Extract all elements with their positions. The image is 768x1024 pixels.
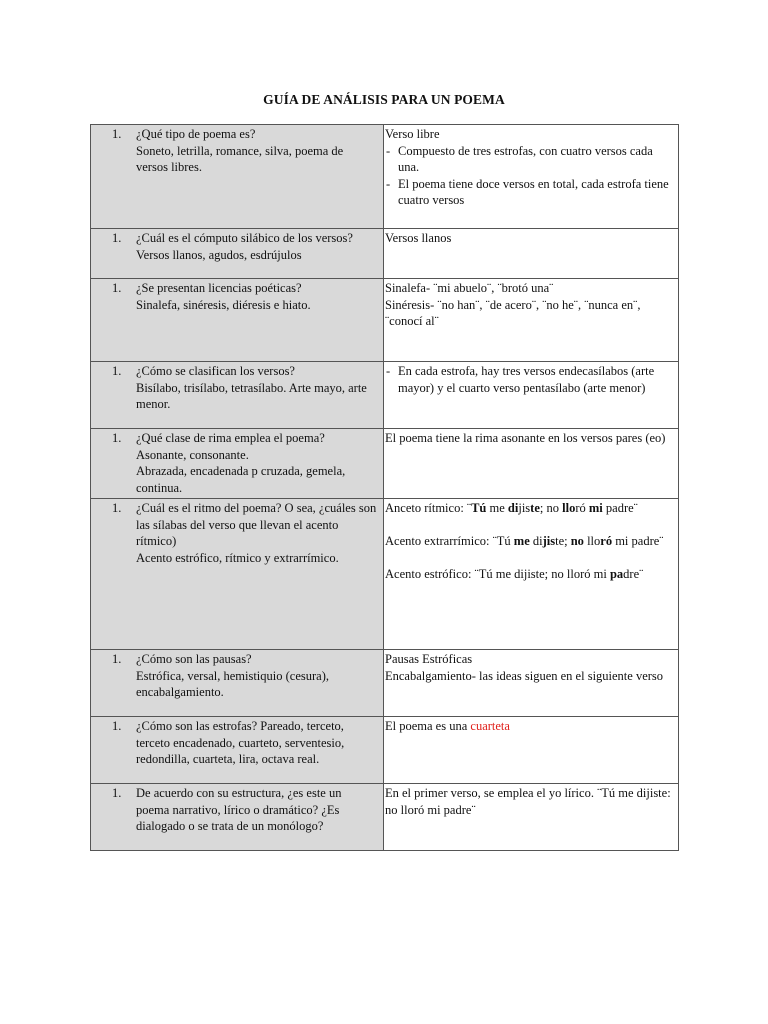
stressed-syllable: mi bbox=[588, 501, 603, 515]
question-number: 1. bbox=[112, 719, 122, 733]
question-text: ¿Cuál es el ritmo del poema? O sea, ¿cuáles son las sílabas del verso que llevan el acento rítmico) bbox=[136, 501, 377, 548]
document-title: GUÍA DE ANÁLISIS PARA UN POEMA bbox=[263, 92, 505, 107]
question-options: Bisílabo, trisílabo, tetrasílabo. Arte mayo, arte menor. bbox=[136, 380, 367, 411]
answer-text: El poema tiene la rima asonante en los versos pares (eo) bbox=[385, 431, 666, 445]
answer-text: Pausas Estróficas bbox=[385, 652, 473, 666]
stressed-syllable: di bbox=[507, 501, 519, 515]
table-row bbox=[91, 499, 679, 650]
question-text: ¿Cuál es el cómputo silábico de los versos? bbox=[136, 231, 353, 245]
question-cell bbox=[91, 362, 384, 429]
stressed-syllable: Tú bbox=[471, 501, 487, 515]
stressed-syllable: jis bbox=[542, 534, 556, 548]
rhythm-line bbox=[385, 566, 676, 583]
rhythm-segment: di bbox=[529, 534, 543, 548]
question-options: Soneto, letrilla, romance, silva, poema de versos libres. bbox=[136, 143, 344, 174]
answer-text: Versos llanos bbox=[385, 231, 452, 245]
answer-cell bbox=[384, 784, 679, 851]
analysis-table bbox=[90, 124, 679, 851]
stressed-syllable: ró bbox=[600, 534, 613, 548]
answer-cell bbox=[384, 229, 679, 279]
question-options: Versos llanos, agudos, esdrújulos bbox=[136, 247, 302, 262]
rhythm-line bbox=[385, 500, 676, 517]
bullet-text: En cada estrofa, hay tres versos endecasílabos (arte mayor) y el cuarto verso pentasílabo (arte menor) bbox=[398, 364, 655, 395]
bullet-text: Compuesto de tres estrofas, con cuatro versos cada una. bbox=[398, 143, 653, 174]
question-options: Sinalefa, sinéresis, diéresis e hiato. bbox=[136, 297, 311, 312]
rhythm-segment: llo bbox=[583, 534, 601, 548]
answer-cell bbox=[384, 125, 679, 229]
question-number: 1. bbox=[112, 501, 122, 515]
table-row bbox=[91, 650, 679, 717]
question-number: 1. bbox=[112, 431, 122, 445]
stressed-syllable: te bbox=[530, 501, 540, 515]
line-gap bbox=[385, 517, 676, 534]
question-cell bbox=[91, 717, 384, 784]
question-text: De acuerdo con su estructura, ¿es este un poema narrativo, lírico o dramático? ¿Es dialogado o se trata de un monólogo? bbox=[136, 786, 342, 833]
rhythm-segment: ; no bbox=[539, 501, 563, 515]
question-options: Abrazada, encadenada p cruzada, gemela, continua. bbox=[136, 464, 346, 495]
rhythm-segment: te; bbox=[555, 534, 571, 548]
rhythm-segment: me bbox=[486, 501, 508, 515]
question-options: Asonante, consonante. bbox=[136, 447, 249, 462]
answer-cell bbox=[384, 717, 679, 784]
answer-text bbox=[385, 718, 676, 735]
bullet-dash: - bbox=[386, 176, 391, 191]
question-cell bbox=[91, 784, 384, 851]
question-text: ¿Cómo son las pausas? bbox=[136, 652, 252, 666]
rhythm-segment: mi padre¨ bbox=[612, 534, 664, 548]
answer-prefix: El poema es una bbox=[385, 719, 471, 733]
answer-text: Encabalgamiento- las ideas siguen en el siguiente verso bbox=[385, 668, 664, 683]
question-number: 1. bbox=[112, 231, 122, 245]
question-options: Acento estrófico, rítmico y extrarrímico. bbox=[136, 550, 339, 565]
question-number: 1. bbox=[112, 786, 122, 800]
answer-text: Sinéresis- ¨no han¨, ¨de acero¨, ¨no he¨, ¨nunca en¨, ¨conocí al¨ bbox=[385, 297, 641, 328]
question-text: ¿Cómo se clasifican los versos? bbox=[136, 364, 295, 378]
bullet-dash: - bbox=[386, 364, 391, 378]
table-row bbox=[91, 229, 679, 279]
stressed-syllable: pa bbox=[609, 567, 624, 581]
rhythm-segment: padre¨ bbox=[602, 501, 638, 515]
rhythm-segment: dre¨ bbox=[623, 567, 644, 581]
stressed-syllable: llo bbox=[562, 501, 576, 515]
answer-cell bbox=[384, 650, 679, 717]
rhythm-segment: ró bbox=[575, 501, 589, 515]
question-options: Estrófica, versal, hemistiquio (cesura), encabalgamiento. bbox=[136, 668, 329, 699]
table-row bbox=[91, 279, 679, 362]
question-cell bbox=[91, 429, 384, 499]
question-number: 1. bbox=[112, 281, 122, 295]
answer-cell bbox=[384, 429, 679, 499]
question-text: ¿Qué tipo de poema es? bbox=[136, 127, 256, 141]
answer-cell bbox=[384, 279, 679, 362]
question-cell bbox=[91, 229, 384, 279]
answer-bullet bbox=[385, 143, 676, 176]
question-cell bbox=[91, 650, 384, 717]
table-row bbox=[91, 429, 679, 499]
question-number: 1. bbox=[112, 652, 122, 666]
table-row bbox=[91, 717, 679, 784]
stressed-syllable: me bbox=[513, 534, 530, 548]
rhythm-segment: Anceto rítmico: ¨ bbox=[385, 501, 472, 515]
question-number: 1. bbox=[112, 127, 122, 141]
rhythm-segment: jis bbox=[518, 501, 531, 515]
question-cell bbox=[91, 279, 384, 362]
rhythm-segment: Acento extrarrímico: ¨Tú bbox=[385, 534, 514, 548]
table-row bbox=[91, 125, 679, 229]
rhythm-segment: Acento estrófico: ¨Tú me dijiste; no lloró mi bbox=[385, 567, 610, 581]
answer-text: Sinalefa- ¨mi abuelo¨, ¨brotó una¨ bbox=[385, 281, 554, 295]
question-text: ¿Qué clase de rima emplea el poema? bbox=[136, 431, 325, 445]
answer-text: En el primer verso, se emplea el yo lírico. ¨Tú me dijiste: no lloró mi padre¨ bbox=[385, 786, 671, 817]
question-text: ¿Cómo son las estrofas? Pareado, terceto, terceto encadenado, cuarteto, serventesio, redondilla, cuarteta, lira, octava real. bbox=[136, 719, 345, 766]
question-cell bbox=[91, 125, 384, 229]
answer-bullet bbox=[385, 363, 676, 396]
line-gap bbox=[385, 550, 676, 567]
bullet-text: El poema tiene doce versos en total, cada estrofa tiene cuatro versos bbox=[398, 176, 669, 207]
table-row bbox=[91, 362, 679, 429]
stressed-syllable: no bbox=[570, 534, 584, 548]
answer-bullet bbox=[385, 176, 676, 209]
answer-cell bbox=[384, 362, 679, 429]
question-cell bbox=[91, 499, 384, 650]
answer-cell bbox=[384, 499, 679, 650]
bullet-dash: - bbox=[386, 143, 391, 158]
table-row bbox=[91, 784, 679, 851]
answer-text: Verso libre bbox=[385, 127, 440, 141]
question-number: 1. bbox=[112, 364, 122, 378]
rhythm-line bbox=[385, 533, 676, 550]
question-text: ¿Se presentan licencias poéticas? bbox=[136, 281, 302, 295]
highlighted-answer: cuarteta bbox=[470, 719, 510, 733]
